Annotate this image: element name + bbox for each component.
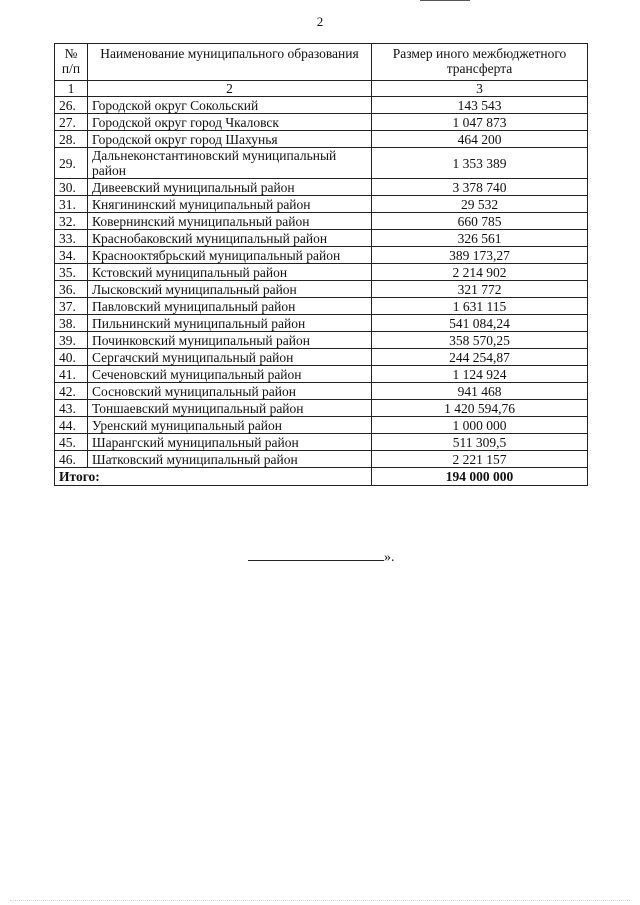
table-row bbox=[55, 196, 588, 213]
table-row bbox=[55, 264, 588, 281]
table-row bbox=[55, 298, 588, 315]
row-number: 30. bbox=[55, 179, 88, 196]
table-row bbox=[55, 148, 588, 179]
municipality-name: Городской округ город Чкаловск bbox=[88, 114, 372, 131]
row-number: 37. bbox=[55, 298, 88, 315]
row-number: 33. bbox=[55, 230, 88, 247]
transfers-table bbox=[54, 43, 588, 486]
municipality-name: Ковернинский муниципальный район bbox=[88, 213, 372, 230]
transfer-amount: 2 221 157 bbox=[372, 451, 588, 468]
transfer-amount: 244 254,87 bbox=[372, 349, 588, 366]
transfer-amount: 541 084,24 bbox=[372, 315, 588, 332]
row-number: 43. bbox=[55, 400, 88, 417]
column-index-row bbox=[55, 81, 588, 97]
municipality-name: Павловский муниципальный район bbox=[88, 298, 372, 315]
municipality-name: Городской округ Сокольский bbox=[88, 97, 372, 114]
row-number: 44. bbox=[55, 417, 88, 434]
row-number: 29. bbox=[55, 148, 88, 179]
transfer-amount: 29 532 bbox=[372, 196, 588, 213]
row-number: 45. bbox=[55, 434, 88, 451]
transfer-amount: 143 543 bbox=[372, 97, 588, 114]
closing-quote: ». bbox=[384, 550, 395, 565]
header-amount: Размер иного межбюджетного трансферта bbox=[372, 44, 588, 81]
row-number: 28. bbox=[55, 131, 88, 148]
table-row bbox=[55, 451, 588, 468]
table-row bbox=[55, 434, 588, 451]
page-number: 2 bbox=[316, 14, 324, 29]
table-row bbox=[55, 114, 588, 131]
row-number: 26. bbox=[55, 97, 88, 114]
table-row bbox=[55, 349, 588, 366]
table-row bbox=[55, 97, 588, 114]
municipality-name: Уренский муниципальный район bbox=[88, 417, 372, 434]
municipality-name: Тоншаевский муниципальный район bbox=[88, 400, 372, 417]
municipality-name: Лысковский муниципальный район bbox=[88, 281, 372, 298]
municipality-name: Пильнинский муниципальный район bbox=[88, 315, 372, 332]
column-index-2: 2 bbox=[88, 81, 372, 97]
total-amount: 194 000 000 bbox=[372, 468, 588, 486]
table-row bbox=[55, 332, 588, 349]
row-number: 27. bbox=[55, 114, 88, 131]
total-row bbox=[55, 468, 588, 486]
transfer-amount: 660 785 bbox=[372, 213, 588, 230]
transfer-amount: 389 173,27 bbox=[372, 247, 588, 264]
table-row bbox=[55, 383, 588, 400]
scan-artifact-line bbox=[10, 900, 630, 901]
table-row bbox=[55, 247, 588, 264]
header-num: № п/п bbox=[55, 44, 88, 81]
table-row bbox=[55, 366, 588, 383]
municipality-name: Краснобаковский муниципальный район bbox=[88, 230, 372, 247]
row-number: 41. bbox=[55, 366, 88, 383]
table-row bbox=[55, 179, 588, 196]
transfer-amount: 326 561 bbox=[372, 230, 588, 247]
transfer-amount: 3 378 740 bbox=[372, 179, 588, 196]
municipality-name: Сеченовский муниципальный район bbox=[88, 366, 372, 383]
transfer-amount: 941 468 bbox=[372, 383, 588, 400]
municipality-name: Сосновский муниципальный район bbox=[88, 383, 372, 400]
table-row bbox=[55, 417, 588, 434]
transfer-amount: 1 047 873 bbox=[372, 114, 588, 131]
total-label: Итого: bbox=[55, 468, 372, 486]
municipality-name: Городской округ город Шахунья bbox=[88, 131, 372, 148]
table-header-row bbox=[55, 44, 588, 81]
row-number: 38. bbox=[55, 315, 88, 332]
transfer-amount: 321 772 bbox=[372, 281, 588, 298]
row-number: 36. bbox=[55, 281, 88, 298]
row-number: 40. bbox=[55, 349, 88, 366]
row-number: 31. bbox=[55, 196, 88, 213]
municipality-name: Кстовский муниципальный район bbox=[88, 264, 372, 281]
municipality-name: Починковский муниципальный район bbox=[88, 332, 372, 349]
row-number: 46. bbox=[55, 451, 88, 468]
transfer-amount: 1 631 115 bbox=[372, 298, 588, 315]
table-body bbox=[55, 97, 588, 468]
table-row bbox=[55, 315, 588, 332]
municipality-name: Княгининский муниципальный район bbox=[88, 196, 372, 213]
row-number: 35. bbox=[55, 264, 88, 281]
municipality-name: Шарангский муниципальный район bbox=[88, 434, 372, 451]
transfer-amount: 511 309,5 bbox=[372, 434, 588, 451]
municipality-name: Дивеевский муниципальный район bbox=[88, 179, 372, 196]
municipality-name: Краснооктябрьский муниципальный район bbox=[88, 247, 372, 264]
table-row bbox=[55, 213, 588, 230]
table-row bbox=[55, 230, 588, 247]
transfer-amount: 1 420 594,76 bbox=[372, 400, 588, 417]
transfer-amount: 1 000 000 bbox=[372, 417, 588, 434]
row-number: 42. bbox=[55, 383, 88, 400]
transfer-amount: 1 124 924 bbox=[372, 366, 588, 383]
transfer-amount: 1 353 389 bbox=[372, 148, 588, 179]
table-row bbox=[55, 281, 588, 298]
row-number: 39. bbox=[55, 332, 88, 349]
row-number: 32. bbox=[55, 213, 88, 230]
transfer-amount: 2 214 902 bbox=[372, 264, 588, 281]
row-number: 34. bbox=[55, 247, 88, 264]
transfer-amount: 464 200 bbox=[372, 131, 588, 148]
column-index-1: 1 bbox=[55, 81, 88, 97]
signature-underline bbox=[248, 546, 384, 561]
transfer-amount: 358 570,25 bbox=[372, 332, 588, 349]
header-name: Наименование муниципального образования bbox=[88, 44, 372, 81]
municipality-name: Сергачский муниципальный район bbox=[88, 349, 372, 366]
column-index-3: 3 bbox=[372, 81, 588, 97]
municipality-name: Дальнеконстантиновский муниципальный район bbox=[88, 148, 372, 179]
table-row bbox=[55, 131, 588, 148]
table-row bbox=[55, 400, 588, 417]
closing-line bbox=[248, 546, 395, 566]
municipality-name: Шатковский муниципальный район bbox=[88, 451, 372, 468]
top-edge-mark bbox=[420, 0, 470, 1]
